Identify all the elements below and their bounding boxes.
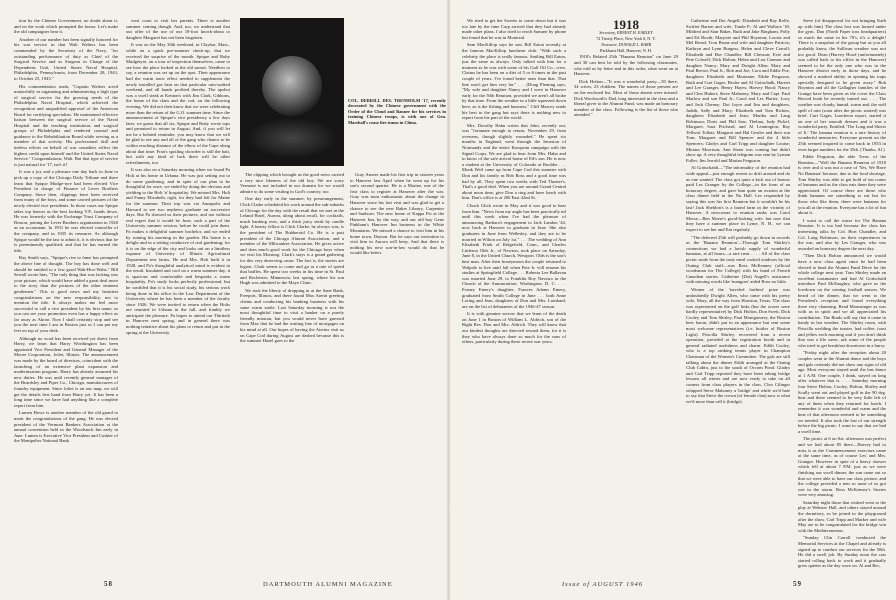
photo-caption: COL. DERRILL DES. TRENHOLM '17, recently decorated by the Chinese government with the Order of the Cloud and Banner for his services in training Chinese troops, is with one of Gen. Marshall's cease fire teams in China.: [348, 98, 446, 125]
right-page-column-1: [462, 18, 566, 572]
right-page-column-2: [574, 18, 678, 572]
paragraph: west coast to visit her parents. There is another summer coming though. And, too, we understand that our offer of the use of our 18-foot knock-about to daughter Margaret has not been forgotten.: [126, 18, 230, 40]
paragraph: 1918's Belated 25th "Banana Reunion" on June 29 and 30 can best be told by the following classmates, who told us by letter and in this order, what went on at Hanover.: [574, 54, 678, 77]
paragraph: Steve (of disapproval for not bringing Kath up with him) The class lost was hosted under the gym. Dan (North Paper toss headquarters) so much the same in his 70's, it's a delight! There is a snapshot of the group but as you all probably know, the Sullivan weather was not too good. Dean (Harvey Hood (unfortunately) was called back to his office in the Hanover) seemed to be the only one who was in the Hanover district early in those days, and he showed a marked ability in opening his traps specially designed to be given away." Bob Boynton and all the Gallagher families of the Grange have been given as the cover the Class Record book he recently turned out. . . . The weather was cloudy, humid, warm and, the well spell of rain (soon after the picnic started) was brief. Curt Gager, Luncheon report, started it on one of her smooth dresses and it was a wonderful party. Entitled: 'The Long and Shorts of It.' The banana reunion is a rare history of wonderful memories. Everyone present on the 25th seemed inspired to come back in 1953 in even larger numbers for the 35th. (Thanks, Al.): [798, 18, 886, 152]
paragraph: Although no word has been received yet direct from Harry, we learn that Harry Worthington has been appointed Vice President and General Manager of the Moore Corporation, Joliet, Illinois. The announcement was made by the board of directors, coincident with the launching of an extensive plant expansion and modernization program. Harry has already assumed his new duties. He was until recently general manager of the Beardsley and Piper Co., Chicago, manufacturers of foundry equipment. Since Joliet is on our map, we will get the details first hand from Harry yet. It has been a long time since we have had anything like a complete report from him.: [14, 335, 118, 408]
class-secretary: Secretary, ERNEST H. EARLEY: [599, 29, 653, 35]
paragraph: It was on the May 30th weekend, in Claybar, Mass., while on a quick pre-summer check-up, that we received the surprise of the month. Spique and Ruby Mudgetyre, on a tour of inspection themselves, came to see how the place looked as the old sunset. Needless to say, a reunion was set up on the spot. Their appearance had the warm tonic effect needed to supplement the newly installed gas heat on that particular rain-soaked weekend, and all hands profited thereby. The upshot was a swell steak at Kenton's with Jim Clark, Gibbons, the home of the clam and the cod, on the following evening. We did not then know that we were celebrating more than the return of the G.O. summer time. Since the announcement of Spique's vice presidency a few days later, we guess that all six, Spique and Ruby wrote tops and promised to return in August. And, if you will let me be a belated reminder, you may know that we will be glad to see any and all of the gang who chance to be within reaching distance of the elbow of the Cape along about that time. Fran's spoiling chowder is still the bait, but with any kind of luck there will be other refreshments, too.: [126, 42, 230, 165]
left-page-column-1: [14, 18, 118, 572]
class-treasurer-address: Parkhurst Hall, Hanover, N. H.: [600, 48, 652, 54]
paragraph: Catherine and Dot Angell; Elizabeth and Ray Rolfe, Swifter Barton and wife, Tonde P.; Al and Wallace '18; Mildred and Stan Baker, Ruth and Jake Bingham; Polly and Ed Booth; Marjorie and Phil Boynton; Louise and Mel Bread, Tron Brune and wife and daughter Patricia; Kathryn and Lynn Burgess, Helen and Cleve Carroll; Elizabeth and Hav Chandler, Bill Chesson; Evie and Pete Colwell; Dick Holton; Helen and Lou Connaw and daughter Nancy; Mary and Dwight Allen; Mary and Paul Brewn, Paul Jr., Bob and Joe; Cora and Eddie Poe, daughters Elizabeth and Marianne; Eddie Ferguson, Ruth and Curt Gager; Besler and Al Gottschalk, Harriet and Lee Granger, Henry Hayes; Harvey Hood; Nancy and Chet Hubert; Steve Mahoney, Mary and Capt. Paul Marlow and son Paul Jr.; Carol and Les Platter; Lucy and Jack Cheney; Dot Joyce and Jim and daughters, Judith, Sally and Mary; Elizabeth and Tom Richter, daughters Elizabeth and Jean; Martha and Lang Robinson; Doris and Phil Saw, Thelma, Judy Pickel, Margaret, Sara Prichard, and Al Lennington; Ray Tellwirt Tollatt; Margaret and Hal Gestler and their son Tom; Margaret and Bill Spencer and the 4 little Spencers; Gladys and Carl Tripp and daughter Louise; Miriam Morrison; Ann Stone was coming but didn't show up. A very thoughtful telegram was sent by Lyman Fuller, Jim Jerrold and Marian Ferguson.: [686, 18, 790, 163]
paragraph: The picnic at 6 on Sat. afternoon was perfect and we had about 85 there—Harvey had to miss it as the Commencement exercises came at the same time, as of course Les' and Mrs. Granger. However in spite of a heavy shower which fell at about 7 P.M. just as we were finishing our swell dinner, the sun came out so that we were able to have our class picture, and the college provided a tent so none of us got wet in the storm. Ross McKenney's Stories were very amusing.: [798, 436, 886, 498]
page-gutter: [447, 0, 450, 600]
aircraft-photo: [240, 18, 344, 166]
paragraph: The clipping which brought us the good news carried a very nice likeness of the old boy. We are sorry Vermont is not included in our domain for we would admire to do some visiting in God's country, too.: [240, 172, 344, 194]
paragraph: "The deferred 25th will probably go down in records as the 'Banana Reunion'—Through Tom Shirley's connections we had a lavish supply of wonderful bananas, at all hours—a rare treat . . . . All of the class picnic aside from the tasty meal cooked outdoors by the Outing Club staff—was Ross McKenney (official woodsman for The College) with his band of French Canadian stories. Catherine (Dot) Angell's assistance with missing words like 'mangoes' aided Ross no little.: [686, 234, 790, 285]
right-page-column-4: [798, 18, 886, 572]
right-footer-issue: Issue of AUGUST 1946: [562, 580, 643, 588]
paragraph: I want to call the roster for The Banana Reunion. It is too bad because the class has interesting talks by Col. Hort Chandler, and Col. Long Robinson, on their experiences in the war, and also by Les Granger, who was awarded an honorary degree the next day.: [798, 217, 886, 251]
paragraph: We tried to get the Sweets to come down but it was too late by the time Carp arrived that they had already made other plans. I also tried to reach Sumner by phone but found that he was in Montreal.: [462, 18, 566, 40]
paragraph: His commendation reads, "Captain Walters acted masterfully in organizing and administering a high type of surgical service for the growing needs of the Philadelphia Naval Hospital, which achieved the recognition and unqualified approval of the American Board for certifying specialists. He maintained effective liaison between the surgical service of the Naval Hospital and the teaching institutions and surgical groups of Philadelphia and rendered counsel and guidance to the Rehabilitation Board while serving as a member of that activity. His professional skill and tireless efforts on behalf of war casualties reflect the highest credit upon himself and the United States Naval Service." Congratulations, Walt. But that type of service is just natural for '17, isn't it?: [14, 83, 118, 167]
paragraph: Gray Anseer made his first trip in sixteen years to Hanover last April when he went up for his son's second quarter. He is a Marine, one of the first class to register at Hanover after the war. Gray was most enthusiastic about the change in Hanover since his last visit and was glad to get a chance to see the new Baker Library, Carpenter and Sanborn. The new home of Kappa Psi at the Hanover Inn, by the way, and our old boy Gene Pinkham's Hanover Inn business in the White Mountains. We missed a chance to visit him in his home town, Dayton. But he says our invitation to visit him in Aurora will keep. And that there is nothing his new son-in-law would do that he would like better.: [350, 172, 444, 256]
class-year-heading: 1918: [613, 18, 639, 32]
aircraft-shape: [262, 56, 322, 116]
paragraph: Eddie Ferguson, the able Treas. of the Reunion—"Well the Banana Reunion of 1918 is over and it was not a case of 'Yes, We Have No Bananas' because, due to the food shortage, Tom Shirley was able to get hold of ten crates of bananas and as the class eats them they were appreciated. Of course there are those who think bananas are something to eat but for those who like them, there were bananas for you all at the reunion. Everyone has a lot of fun about it.: [798, 154, 886, 216]
left-page-column-3: [240, 172, 344, 572]
paragraph: tion by the Chinese Government, no doubt about it, and on the work which prompted the honor. Let's make the old campaigner hear it.: [14, 18, 118, 35]
paragraph: Winner of the 'traveled farthest' prize was undoubtedly Dwight Allen, who came with his pretty wife, Mary, all the way from Houston, Texas. The class was represented on the golf links (but the scores were hardly representative) by Dick Holton, Don Swett, Dick Cooley and Tom Shirley, Paul Montgomery, the Boston beer baron, didn't put in an appearance but sent some most welcome representatives (i.e. bottles of Boston Light). Priscilla Shirley, recovered from a recent operation, presided at the registration booth and in general radiated usefulness and charm. Edith Cooley, who is a top ranking tennis player in Champion Chairman of the Women's Committee. The gals are still talking about the dinner Edith arranged at the Outing Club Cabin, just to the south of Occom Pond. Gladys and Carl Tripp reported they have been taking bridge lessons all winter and are now ready to take on all comers from class players in the class. Cleo Cilinger whipped Steve Mahoney a 'bridge' and while we'd hate to say that Steve the crown (of female clan) now is what we'd more than call it (bridge).: [686, 286, 790, 404]
photo-block: [240, 18, 446, 166]
left-footer-title: DARTMOUTH ALUMNI MAGAZINE: [263, 580, 393, 588]
left-page-column-4: [350, 172, 444, 572]
paragraph: Dick Holton—"It was a wonderful party—50 there, 34 wives, 23 children. The names of those present are on the enclosed list. Most of those absent were missed: Dick Woolworth's Dad, long interested in the class and a liberal giver to the Alumni Fund, was made an honorary member of the class. Following is the list of those who attended.": [574, 78, 678, 118]
paragraph: Chuck Glick wrote in May and it was good to hear from him. "News from my angle has been practically nil until this week when I've had the pleasure of announcing Barbara's engagement to Jack Landon '44, now back at Hanover to graduate in June. She also graduates in June from Wellesley, and they are to be married in Wilton on July 1st." . . . The wedding of Ann Elizabeth Frink of Ridgefield, Conn., and Charles Littleton Olds Jr., of Newton, took place on Saturday, June 8, in the United Church, Westport. Olds is the son's best man. After their honeymoon the couple returned to Walpole to live until fall when Pete Jr. will resume his studies at Springfield College . . . Roberta Lee Ballavan was married June 29, to Franklin Roy Navarro in the Church of the Annunciation, Washington, D. C. . . . Forney Emery's daughter, Frances Adams Emery, graduated from Smith College in June . . . both Anne Loring and Jean, daughters of Don and Mrs. Lombard, are on the list of debutantes of the 1946-47 season.: [462, 203, 566, 309]
left-footer: [14, 578, 444, 590]
right-page-column-2-body: [574, 54, 678, 118]
left-page-number: 58: [104, 580, 113, 588]
paragraph: Another of our number has been signally honored for his war service in that Walt Walters has been commended by the Secretary of the Navy, "for outstanding performance of duty as Chief of the Surgical Service and as Surgeon in Charge of the Dependents Unit, United States Naval Hospital, Philadelphia, Pennsylvania, from December 28, 1943, to October 25, 1945.": [14, 36, 118, 81]
right-footer: [462, 578, 886, 590]
paragraph: It was also on a Saturday morning when we found Pa Holt at his home in Urbana. He was just setting out to do some gardening, and in spite of our plan to be thoughtful for once, we ended by doing the obvious and yielding to the Holt 'n' hospitality. We missed Mrs. Holt and Fanny Elizabeth, right, for they had left for Maine for the summer. Their trip was via Annapolis and Harvard to see two nephews graduate on successive days. But Pa showed us their pictures, and not without real regret that it would be June, such a part of the University summer session, before he could join them. Pa makes a delightful summer bachelor, and we ended by ruining his morning in the garden. His home is a delight and in a setting conducive of real gardening; for it is on the edge of the city and looks out on a limitless expanse of University of Illinois Agricultural Department test farms. He and Mrs. Holt built it in 1928, and Pa's thoughtful analytical mind is evident in the result. Insulated and cool on a warm summer day, it is spacious and comfortable and bespeaks a warm hospitality. Pa's study looks perfectly professional, but he confided that it is his social study, his serious work being done in his office in the Law Department of the University where he has been a member of the faculty since 1926. We were invited to return when the Holts are reunited in Urbana in the fall, and frankly we anticipate the pleasure. Pa hopes to attend our Thirtieth in Hanover next spring, and in general there was nothing tentative about his plans to return and put in the spring at the University.: [126, 167, 230, 335]
right-page-column-3: [686, 18, 790, 572]
paragraph: Sam MacKillop says he saw Bill Eaton recently at the famous MacKillop luncheon club. "With such a celebrity the place is really famous. Smiling Bill Eaton, just the same as always. Only talked with him for a moment as he was with some of his Gulf Oil Co., crew. Claims he has been on a diet of 5 or 6 times in the past couple of years. I've found better ones than that. That line won't get him very far." . . . (Doug Fleming says, "My wife and daughter Nancy and I were in Hanover early for the 50th Reunion, provided we aren't all broke by that time. From the weather in a little squeezed down here, as is the fishing and business." Cliff Marcey sends his best to the gang but says there is nothing new to report from his part of the world.: [462, 42, 566, 121]
left-page-column-2: [126, 18, 230, 572]
paragraph: It is with genuine sorrow that we learn of the death on June 1 in Boston of William L. Aldrich, son of the Right Rev. Don and Mrs. Aldrich. They will know that our kindest thoughts are directed toward them, for it is they who have always done so much for the sons of others, particularly during these recent war years.: [462, 311, 566, 345]
paragraph: Mrs. Dorothy Hahn writes that John, recently out, was "fortunate enough to return, November 29, from overseas, though slightly wounded." He spent six months in England, went through the Invasion of Normandy and the entire European campaign with the Signal Corps. We are glad to hear from Mrs. Hahn and to know of the safe arrival home of Ed's son. He is now a student at the University of Colorado at Boulder . . . Monk Weil came up from Cape Cod this summer with Don and his family as Bob Ross and a good time was had by all. They spent two weeks with Ted Thaxter's, That's a good deal. When you are around Grand Central about noon time, give Don a ring and have lunch with him. Don's office is at 200 East 42nd St.: [462, 122, 566, 201]
right-page-number: 59: [792, 580, 802, 588]
paragraph: One day early in the summer, by prearrangement, Click Clarke scheduled his work around the sub-suburbs of Chicago for the day with the result that we met in the Leland Hotel, Aurora, along about recall, for cocktails, much banking over, and a thick juicy steak by candle light. A hearty fellow is Click Clarke, he always was, is the president of The Rubberoid Co. He is a past president of the Chicago Alumni Association, and a member of the Milwaukee Association. He gives active and does much good work for the Chicago boys when we visit his Morning. Clark's stays is a grand gathering for this very deserving cause. The fact is, the stories are legion. Clark seems to come and go at a rate of speed that baffles. He spent two weeks in his time in St. Paul and Rochester, Minnesota, last spring, where his son Hugh was admitted to the Mayo Clinic.: [240, 196, 344, 286]
paragraph: Ray Smith says, "Spique's rise to fame has prompted the above line of thought. The boy has done well and should be entitled to a few good Wah-Hoo-Wahs." Bill Sewall wrote him, "The only thing that was lacking was your picture, which would have added a great deal more to the story than the pictures of the other eminent gentlemen." This is good news and my heartiest congratulations on the new responsibility; not to mention the title. It always makes me feel more successful to call a vice president by his first name, as you can see your promotion even has a happy effect as far away as Akron. Now I shall certainly stop and see you the next time I am in Boston just so I can put my feet on top of your desk.: [14, 255, 118, 334]
paragraph: Lumen Howe is another member of the old guard to merit the congratulations of the gang. He was elected president of the Vermont Bankers Association at the annual convention held in the Woodstock Inn early in June. Lumen is Executive Vice President and Cashier of the Montpelier National Bank.: [14, 410, 118, 444]
paragraph: "Sunday Clin Carroll conducted the Memorial Services at the Chapel and already is signed up to conduct our services for the 50th. He did a swell job. By Sunday noon the cars started rolling back to work and it gradually grew quieter as the day wore on. Al and Bec,: [798, 535, 886, 569]
paragraph: We took the liberty of dropping in at the Sane Bank, Freeport, Illinois, and there found Max Aterin greeting clients and conducting his banking business with his same warm smile. Last Saturday morning is not the most thoughtful time to visit a banker on a purely friendly mission, but you would never have guessed from Max that he had the waiting line of mortgages on his mind at all. Our hopes of having the Aterins visit us on Cape Cod during August are dashed because this is the summer Hazel goes to the: [240, 287, 344, 344]
paragraph: Al Gottschaldt—"The informality of the reunion had wide appeal—just enough events to drift around and do as one wanted. The class got quite a kick out of honors paid Les Granger by the College—in the form of an honorary degree, and gave him quite an ovation at the class dinner held in the Nu Hall. Les responded by saying this was his first Reunion but it wouldn't be his last! Jack Sheldon's is a brand farm in the vicinity of Hanover. A newcomer to reunion ranks was Carol Morse—Ben Morse's good-looking wife, but now that they have a summer place in Lyme, N. H., we can expect to see her and Em regularly.: [686, 165, 790, 232]
paragraph: It was a joy and a pleasure one day back in June to pick up a copy of the Chicago Daily Tribune and there learn that Spique Mudge-tyre had been elected Vice President in charge of Finance of Lever Brothers Company. Since then, clippings have been received from many of the boys, and some carried pictures of the newly elected vice presidents. In those cases our Spique takes top honors as the best looking V.P., hands down. He was formerly with the Exchange Trust Company of Boston, joining the Lever Brothers organization in 1920 as an accountant. In 1931 he was elected controller of the company, and in 1935 its treasurer. As although Spique would be the last to admit it, it is obvious that he is preeminently qualified; and that he has earned the title.: [14, 169, 118, 253]
paragraph: "Then Dick Holton announced we would have a new class agent since he had been elected to head the Alumni Fund Drive for the whole college next year. Tom Shirley made an excellent toastmaster and had Al Gottschald introduce Paul McEaughry, who gave us the lowdown on the coming football season. We heard of the dinner, that we went to the President's reception and found everything there very charming. Read Mounsinger as was with us in spirit and we all appreciated his contribution. The Brads will say that it came in handy in hot weather. The Shirley room, with Priscilla wielding the toaster, had coffee, toast and jellies each morning and if you don't think that was a life saver, ask some of the people who tried to get breakfast downtown in a hurry.: [798, 253, 886, 348]
class-secretary-address: 72 Trinity Place, New York 6, N. Y.: [596, 35, 656, 41]
class-treasurer: Treasurer, DONALD L. BARR: [600, 42, 652, 47]
paragraph: "Friday night after the reception about 20 couples went to the Alumni dance and the boys and gals certainly did not show any signs of old age. Most everyone stayed until the last dance at 1 A.M. One couple, I think, stayed on long after whatever that is. . . . Saturday morning four Steve Holton, Cooley, Holton, Shirley and Scully went out and played golf in the 90 deg. heat and there seemed to be very little left of any of them when they returned for lunch. I remember it was wonderful and warm and the heat of that afternoon seemed to be something we needed. It also took the last of our strength before the big picnic. I want to say that we had a swell time.: [798, 350, 886, 434]
paragraph: Saturday night those that wished went to the play at Webster Hall, and others stayed around the dormitory, so be joined in the playground after the show. Carl Tripp and Marker and wife May are to be congratulated for the bridge win with the Mediterraneans.: [798, 499, 886, 533]
photo-shadow: [246, 118, 338, 158]
